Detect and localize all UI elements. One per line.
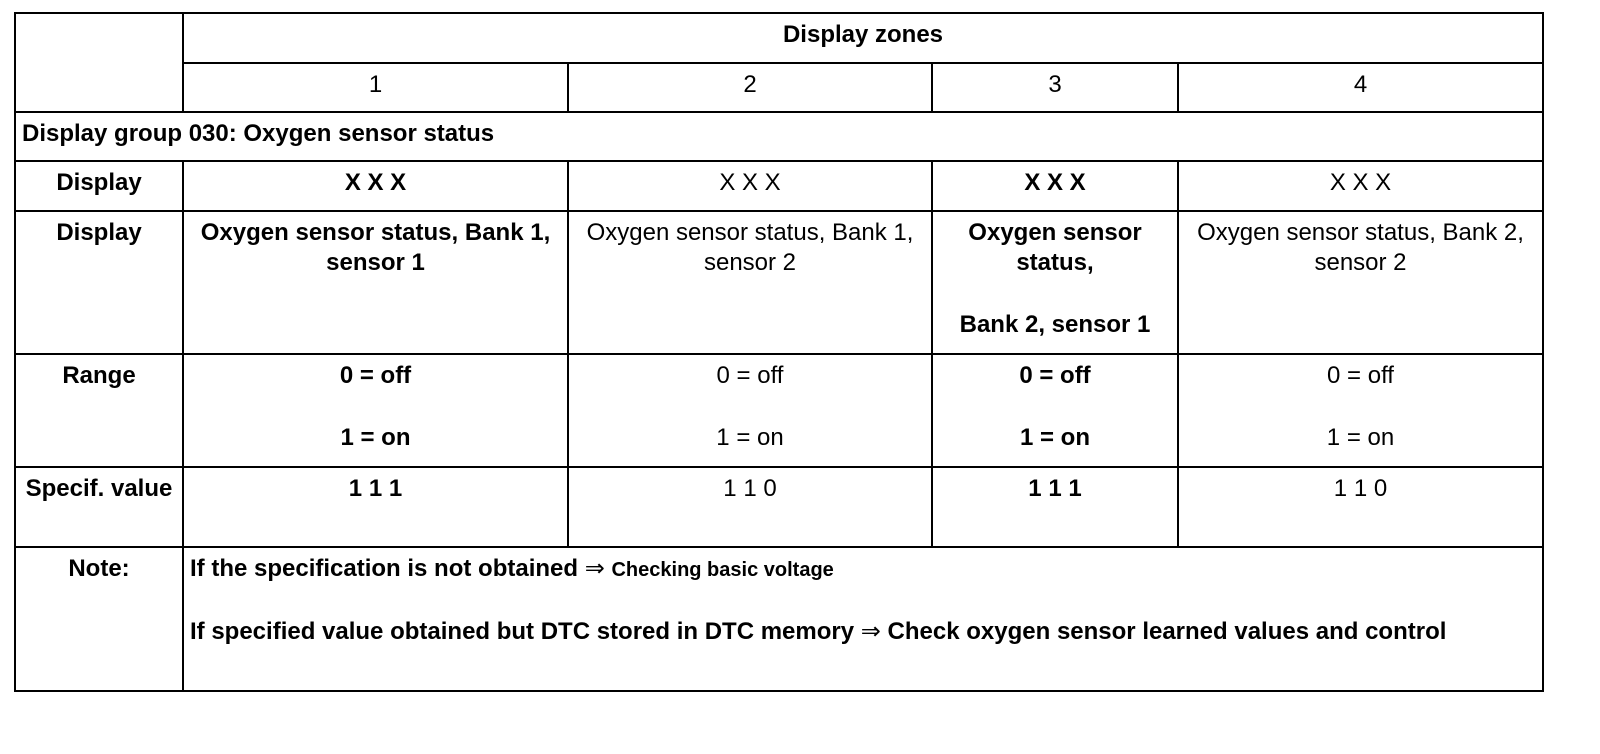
display-code-zone-2: X X X [568, 161, 932, 211]
specif-value-label: Specif. value [15, 467, 183, 547]
display-code-zone-3: X X X [932, 161, 1178, 211]
zone-number-3: 3 [932, 63, 1178, 112]
right-arrow-icon: ⇒ [860, 618, 881, 645]
note-line-2 [190, 617, 1536, 647]
specif-value-zone-3: 1 1 1 [932, 467, 1178, 547]
range-zone-4-off: 0 = off [1327, 362, 1394, 389]
header-corner-cell [15, 13, 183, 112]
specif-value-zone-2: 1 1 0 [568, 467, 932, 547]
specif-value-zone-4: 1 1 0 [1178, 467, 1543, 547]
range-zone-2-off: 0 = off [716, 362, 784, 389]
range-zone-3-on: 1 = on [1019, 424, 1091, 451]
range-zone-4 [1178, 354, 1543, 467]
range-zone-3-off: 0 = off [1019, 362, 1091, 389]
range-zone-3 [932, 354, 1178, 467]
note-content [183, 547, 1543, 691]
note-line-1 [190, 554, 1536, 585]
range-zone-2 [568, 354, 932, 467]
range-zone-1-on: 1 = on [340, 424, 411, 451]
range-zone-2-on: 1 = on [716, 424, 784, 451]
display-text-zone-4: Oxygen sensor status, Bank 2, sensor 2 [1178, 211, 1543, 354]
checking-basic-voltage-link[interactable]: Checking basic voltage [611, 559, 834, 581]
note-label: Note: [15, 547, 183, 691]
zone-number-4: 4 [1178, 63, 1543, 112]
specif-value-zone-1: 1 1 1 [183, 467, 568, 547]
range-zone-1 [183, 354, 568, 467]
note-line-2-text: If specified value obtained but DTC stored in DTC memory [190, 618, 855, 645]
zone-number-1: 1 [183, 63, 568, 112]
display-code-label: Display [15, 161, 183, 211]
display-text-zone-2: Oxygen sensor status, Bank 1, sensor 2 [568, 211, 932, 354]
note-line-2-action: Check oxygen sensor learned values and control [887, 618, 1447, 645]
range-zone-1-off: 0 = off [339, 362, 412, 389]
range-label: Range [15, 354, 183, 467]
range-zone-4-on: 1 = on [1326, 424, 1395, 451]
display-zones-header: Display zones [183, 13, 1543, 63]
display-text-label: Display [15, 211, 183, 354]
display-text-zone-3 [932, 211, 1178, 354]
oxygen-sensor-spec-table [14, 12, 1544, 692]
display-text-zone-1: Oxygen sensor status, Bank 1, sensor 1 [183, 211, 568, 354]
right-arrow-icon: ⇒ [584, 555, 605, 582]
display-code-zone-1: X X X [183, 161, 568, 211]
display-group-title: Display group 030: Oxygen sensor status [15, 112, 1543, 161]
note-line-1-text: If the specification is not obtained [190, 555, 579, 582]
zone-number-2: 2 [568, 63, 932, 112]
display-text-zone-3-line-1: Oxygen sensor status, [968, 219, 1142, 276]
display-text-zone-3-line-2: Bank 2, sensor 1 [959, 311, 1151, 338]
display-code-zone-4: X X X [1178, 161, 1543, 211]
